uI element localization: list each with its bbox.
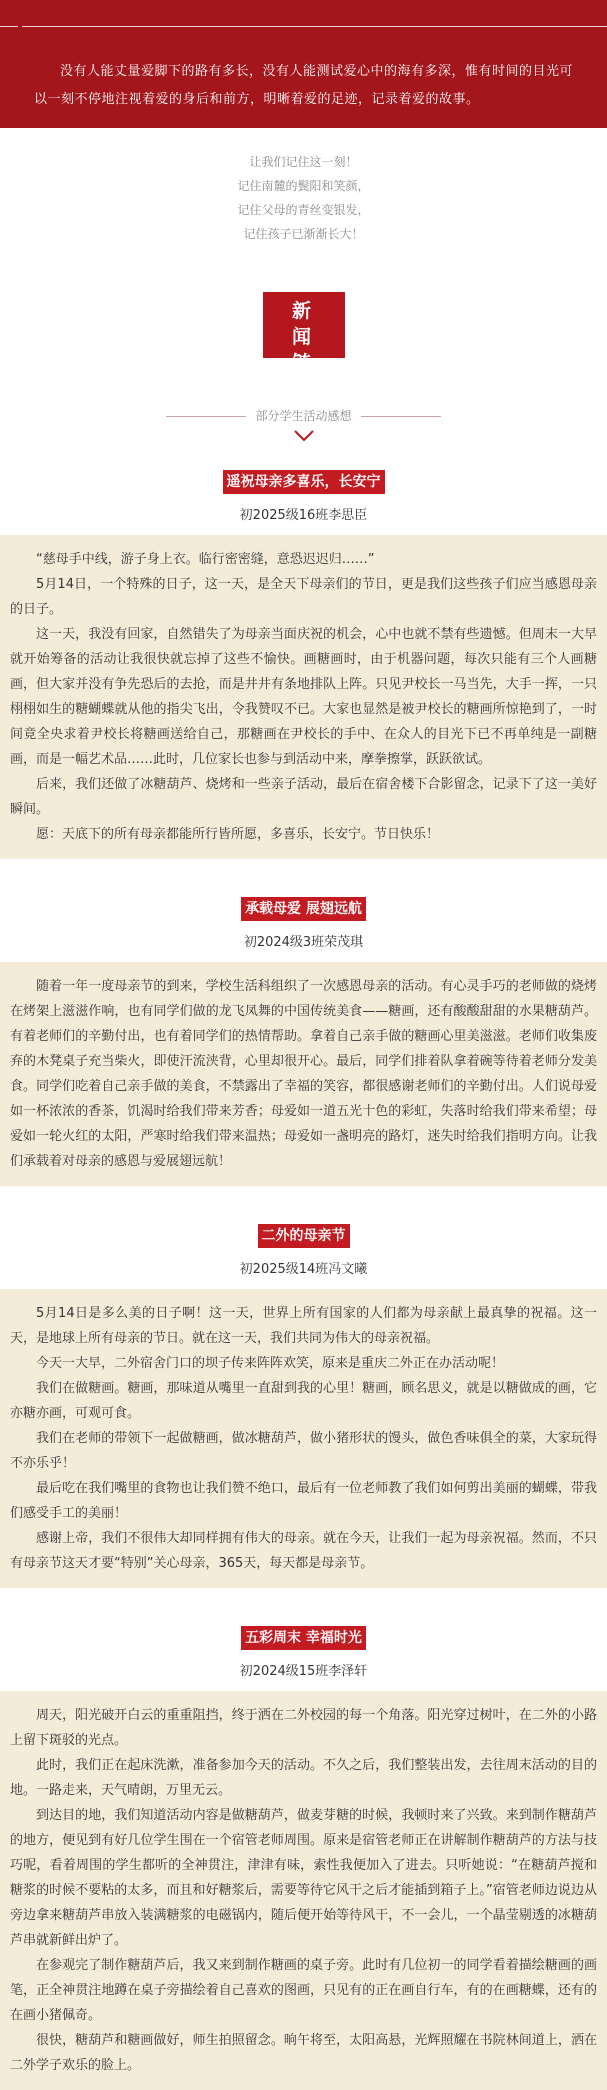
news-link-badge [263,292,345,400]
intro-banner [0,0,607,128]
article-body [0,962,607,1186]
poem-line: 记住孩子已渐渐长大！ [243,227,364,241]
poem [0,150,607,246]
article-paragraph: 随着一年一度母亲节的到来，学校生活科组织了一次感恩母亲的活动。有心灵手巧的老师做的烧烤在烤架上滋滋作响，也有同学们做的龙飞凤舞的中国传统美食——糖画，还有酸酸甜甜的水果糖葫芦。有着老师们的辛勤付出，也有着同学们的热情帮助。拿着自己亲手做的糖画心里美滋滋。老师们收集废弃的木凳桌子充当柴火，即使汗流浃背，心里却很开心。最后，同学们排着队拿着碗等待着老师分发美食。同学们吃着自己亲手做的美食，不禁露出了幸福的笑容，都很感谢老师们的辛勤付出。人们说母爱如一杯浓浓的香茶，饥渴时给我们带来芳香；母爱如一道五光十色的彩虹，失落时给我们带来希望；母爱如一轮火红的太阳，严寒时给我们带来温热；母爱如一盏明亮的路灯，迷失时给我们指明方向。让我们承载着对母亲的感恩与爱展翅远航！ [10,979,597,1169]
poem-line: 记住南麓的鬓阳和笑颜， [237,179,370,193]
article-author: 初2024级3班荣茂琪 [243,935,364,950]
poem-line: 让我们记住这一刻！ [249,155,358,169]
banner-text: 没有人能丈量爱脚下的路有多长，没有人能测试爱心中的海有多深，惟有时间的目光可以一刻不停地注视着爱的身后和前方，明晰着爱的足迹，记录着爱的故事。 [34,64,574,107]
article-paragraph: 后来，我们还做了冰糖葫芦、烧烤和一些亲子活动，最后在宿舍楼下合影留念，记录下了这一美好瞬间。 [10,777,597,817]
article-title: 遥祝母亲多喜乐，长安宁 [223,470,385,494]
article [0,1224,607,1588]
divider-line [166,416,246,417]
article-title: 五彩周末 幸福时光 [241,1626,366,1650]
article-paragraph: 我们在做糖画。糖画，那味道从嘴里一直甜到我的心里！糖画，顾名思义，就是以糖做成的画，它亦糖亦画，可观可食。 [10,1381,597,1421]
article-paragraph: 5月14日，一个特殊的日子，这一天，是全天下母亲们的节日，更是我们这些孩子们应当感恩母亲的日子。 [10,577,597,617]
article-paragraph: 这一天，我没有回家，自然错失了为母亲当面庆祝的机会，心中也就不禁有些遗憾。但周末一大早就开始筹备的活动让我很快就忘掉了这些不愉快。画糖画时，由于机器问题，每次只能有三个人画糖画，但大家并没有争先恐后的去抢，而是井井有条地排队上阵。只见尹校长一马当先，大手一挥，一只栩栩如生的糖蝴蝶就从他的指尖飞出，令我赞叹不已。大家也显然是被尹校长的糖画所惊艳到了，一时间竟全央求着尹校长将糖画送给自己，那糖画在尹校长的手中、在众人的目光下已不再单纯是一副糖画，而是一幅艺术品……此时，几位家长也参与到活动中来，摩拳擦掌，跃跃欲试。 [10,627,597,767]
article [0,897,607,1186]
article-paragraph: 周天，阳光破开白云的重重阻挡，终于洒在二外校园的每一个角落。阳光穿过树叶，在二外的小路上留下斑驳的光点。 [10,1708,597,1748]
banner-divider-left [0,26,18,27]
badge-line: 链 接 [291,352,315,400]
article-body [0,1289,607,1588]
article-body [0,1691,607,2090]
banner-divider-right [22,26,607,27]
article [0,470,607,859]
article-title: 承载母爱 展翅远航 [241,897,366,921]
article-paragraph: 我们在老师的带领下一起做糖画，做冰糖葫芦，做小猪形状的馒头，做色香味俱全的菜，大家玩得不亦乐乎！ [10,1431,597,1471]
section-subtitle: 部分学生活动感想 [255,409,352,423]
article-author: 初2025级14班冯文曦 [239,1262,368,1277]
article-paragraph: 到达目的地，我们知道活动内容是做糖葫芦，做麦芽糖的时候，我顿时来了兴致。来到制作糖葫芦的地方，便见到有好几位学生围在一个宿管老师周围。原来是宿管老师正在讲解制作糖葫芦的方法与技巧呢，看着周围的学生都听的全神贯注，津津有味，索性我便加入了进去。只听她说：“在糖葫芦搅和糖浆的时候不要粘的太多，而且和好糖浆后，需要等待它风干之后才能插到箱子上。”宿管老师边说边从旁边拿来糖葫芦串放入装满糖浆的电磁锅内，随后便开始等待风干，不一会儿，一个晶莹剔透的冰糖葫芦串就新鲜出炉了。 [10,1808,597,1948]
article-paragraph: 感谢上帝，我们不很伟大却同样拥有伟大的母亲。就在今天，让我们一起为母亲祝福。然而，不只有母亲节这天才要“特别”关心母亲，365天，每天都是母亲节。 [10,1531,597,1571]
article-paragraph: 此时，我们正在起床洗漱，准备参加今天的活动。不久之后，我们整装出发，去往周末活动的目的地。一路走来，天气晴朗，万里无云。 [10,1758,597,1798]
divider-line [361,416,441,417]
article-paragraph: “慈母手中线，游子身上衣。临行密密缝，意恐迟迟归……” [36,552,375,567]
article-paragraph: 愿：天底下的所有母亲都能所行皆所愿，多喜乐，长安宁。节日快乐！ [36,827,440,842]
article-paragraph: 很快，糖葫芦和糖画做好，师生拍照留念。晌午将至，太阳高悬，光辉照耀在书院林间道上，洒在二外学子欢乐的脸上。 [10,2033,597,2073]
news-section-header [0,292,607,399]
article-author: 初2024级15班李泽轩 [239,1664,368,1679]
chevron-down-icon [0,428,607,448]
article [0,1626,607,2090]
badge-line: 新 闻 [291,300,315,348]
article-paragraph: 今天一大早，二外宿舍门口的坝子传来阵阵欢笑，原来是重庆二外正在办活动呢！ [36,1356,505,1371]
article-paragraph: 5月14日是多么美的日子啊！这一天，世界上所有国家的人们都为母亲献上最真挚的祝福。这一天，是地球上所有母亲的节日。就在这一天，我们共同为伟大的母亲祝福。 [10,1306,597,1346]
article-body [0,535,607,859]
article-paragraph: 最后吃在我们嘴里的食物也让我们赞不绝口，最后有一位老师教了我们如何剪出美丽的蝴蝶，带我们感受手工的美丽！ [10,1481,597,1521]
article-author: 初2025级16班李思臣 [239,508,368,523]
article-title: 二外的母亲节 [258,1224,350,1248]
section-subtitle-row [0,407,607,424]
poem-line: 记住父母的青丝变银发， [237,203,370,217]
article-paragraph: 在参观完了制作糖葫芦后，我又来到制作糖画的桌子旁。此时有几位初一的同学看着描绘糖画的画笔，正全神贯注地蹲在桌子旁描绘着自己喜欢的图画，只见有的正在画自行车，有的在画糖蝶，还有的在画小猪佩奇。 [10,1958,597,2023]
